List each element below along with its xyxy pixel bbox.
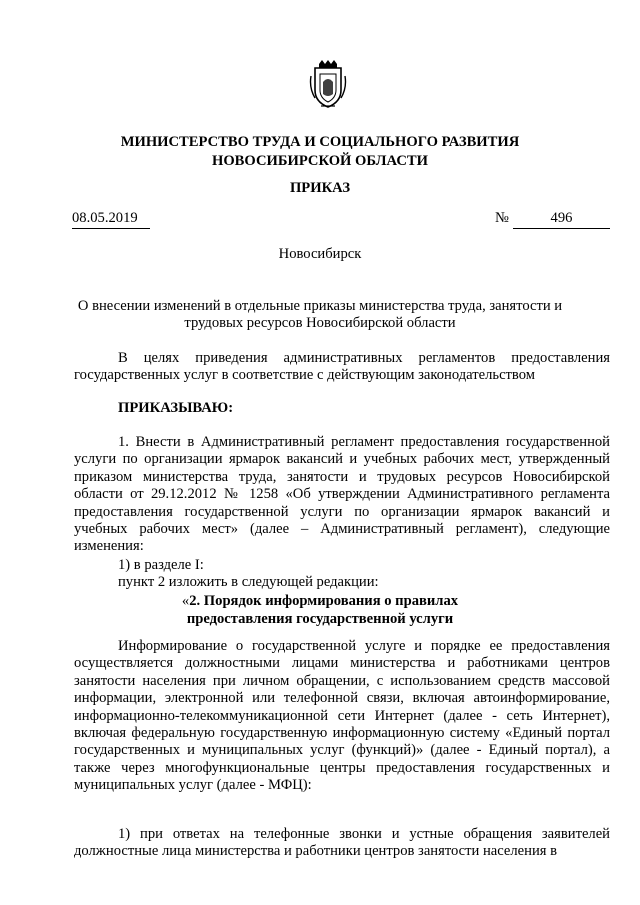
section-heading-line1 <box>60 592 580 610</box>
section-line: 1) в разделе I: <box>118 557 204 573</box>
order-subject-line2: трудовых ресурсов Новосибирской области <box>184 315 456 331</box>
coat-of-arms-emblem <box>309 60 347 110</box>
order-subject-line1: О внесении изменений в отдельные приказы министерства труда, занятости и <box>77 298 563 314</box>
informing-paragraph: Информирование о государственной услуге и порядке ее предоставления осуществляется должностными лицами министерства и работниками центров занятости населения при личном обращении, с использованием средств массовой информации, электронной или телефонной связи, включая автоинформирование, информационно-телекоммуникационной сети Интернет (далее - сеть Интернет), включая федеральную государственную информационную систему «Единый портал государственных и муниципальных услуг (функций)» (далее - Единый портал), а также через многофункциональные центры предоставления государственных и муниципальных услуг (далее - МФЦ): <box>74 638 610 794</box>
item-1-paragraph: 1. Внести в Административный регламент предоставления государственной услуги по организации ярмарок вакансий и учебных рабочих мест, утвержденный приказом министерства труда, занятости и трудовых ресурсов Новосибирской области от 29.12.2012 № 1258 «Об утверждении Административного регламента предоставления государственной услуги по организации ярмарок вакансий и учебных рабочих мест» (далее – Административный регламент), следующие изменения: <box>74 434 610 555</box>
order-subject <box>60 298 580 332</box>
ministry-name-line1: МИНИСТЕРСТВО ТРУДА И СОЦИАЛЬНОГО РАЗВИТИЯ <box>120 134 520 150</box>
order-number: 496 <box>513 210 610 229</box>
orders-heading: ПРИКАЗЫВАЮ: <box>118 400 234 416</box>
document-type: ПРИКАЗ <box>289 180 351 196</box>
purpose-paragraph: В целях приведения административных регламентов предоставления государственных услуг в соответствие с действующим законодательством <box>74 350 610 384</box>
ministry-name-line2: НОВОСИБИРСКОЙ ОБЛАСТИ <box>211 153 428 169</box>
subitem-1-paragraph: 1) при ответах на телефонные звонки и устные обращения заявителей должностные лица министерства и работники центров занятости населения в <box>74 826 610 860</box>
section-heading-line2: предоставления государственной услуги <box>186 611 454 627</box>
opening-quote: « <box>181 593 190 609</box>
order-date: 08.05.2019 <box>72 210 150 229</box>
point-line: пункт 2 изложить в следующей редакции: <box>118 574 379 590</box>
ministry-name <box>60 133 580 171</box>
city-name: Новосибирск <box>278 246 362 262</box>
number-sign: № <box>495 210 509 226</box>
section-heading-line1-text: 2. Порядок информирования о правилах <box>189 593 459 609</box>
section-heading <box>60 592 580 628</box>
